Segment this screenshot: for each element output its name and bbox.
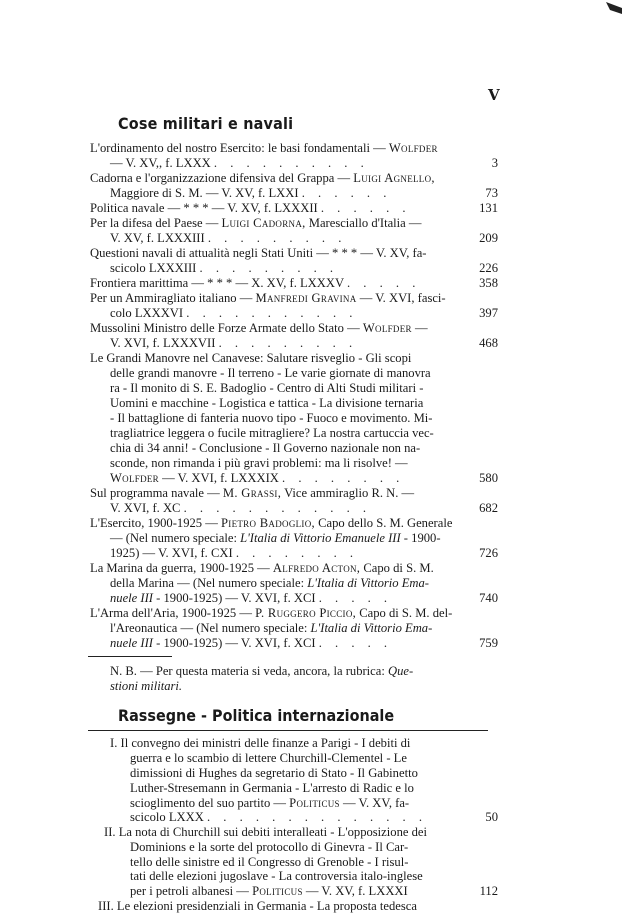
- entry-line: Sul programma navale — M. Grassi, Vice ammiraglio R. N. —: [90, 486, 415, 500]
- entry-line: tello delle sinistre ed il Congresso di Grenoble - I risul-: [130, 854, 409, 869]
- entry-line: L'Esercito, 1900-1925 — Pietro Badoglio, Capo dello S. M. Generale: [90, 516, 453, 530]
- section-title-cose-militari: Cose militari e navali: [118, 114, 294, 133]
- entry-page: 468: [479, 336, 498, 350]
- entry-page: 226: [479, 261, 498, 275]
- divider: [88, 730, 488, 731]
- entry-line: Wolfder — V. XVI, f. LXXXIX . . . . . . . .: [110, 471, 405, 485]
- entry-line: - Il battaglione di fanteria nuovo tipo - Fuoco e movimento. Mi-: [110, 411, 433, 425]
- entry-page: 682: [479, 501, 498, 515]
- entry-page: 740: [479, 591, 498, 605]
- page-corner-mark: [600, 0, 624, 28]
- entry-line: per i petroli albanesi — Politicus — V. XV, f. LXXXI: [130, 884, 408, 899]
- entry-line: Dominions e la sorte del protocollo di Ginevra - Il Car-: [130, 839, 409, 854]
- entry-page: 397: [479, 306, 498, 320]
- note-line: N. B. — Per questa materia si veda, ancora, la rubrica: Que-: [110, 664, 414, 678]
- entry-line: tragliatrice leggera o fucile mitragliere? La nostra cartuccia vec-: [110, 426, 434, 440]
- entry-line: ra - Il monito di S. E. Badoglio - Centro di Alti Studi militari -: [110, 381, 424, 395]
- entry-page: 3: [491, 156, 498, 170]
- entry-line: dimissioni di Hughes da segretario di Stato - Il Gabinetto: [130, 765, 418, 780]
- page-number: V: [488, 86, 500, 104]
- entry-line: Maggiore di S. M. — V. XV, f. LXXI . . . . . .: [110, 186, 392, 200]
- entry-line: Le Grandi Manovre nel Canavese: Salutare risveglio - Gli scopi: [90, 351, 412, 365]
- entry-page: 209: [479, 231, 498, 245]
- entry-line: V. XV, f. LXXXIII . . . . . . . . .: [110, 231, 347, 245]
- entry-line: La Marina da guerra, 1900-1925 — Alfredo Acton, Capo di S. M.: [90, 561, 434, 575]
- entry-line: III. Le elezioni presidenziali in Germania - La proposta tedesca: [98, 898, 417, 913]
- entry-line: tati delle elezioni jugoslave - La controversia italo-inglese: [130, 869, 423, 884]
- entry-line: Per la difesa del Paese — Luigi Cadorna, Maresciallo d'Italia —: [90, 216, 422, 230]
- entry-line: V. XVI, f. LXXXVII . . . . . . . . .: [110, 336, 358, 350]
- entry-line: Per un Ammiragliato italiano — Manfredi Gravina — V. XVI, fasci-: [90, 291, 446, 305]
- entry-page: 112: [479, 884, 498, 899]
- entry-line: chia di 34 anni! - Conclusione - Il Governo nazionale non na-: [110, 441, 421, 455]
- entry-page: 358: [479, 276, 498, 290]
- entry-page: 759: [479, 636, 498, 650]
- entry-page: 50: [485, 810, 498, 825]
- entry-line: V. XVI, f. XC . . . . . . . . . . . .: [110, 501, 372, 515]
- entry-line: Luther-Stresemann in Germania - L'arresto di Radic e lo: [130, 780, 414, 795]
- entry-line: scicolo LXXXIII . . . . . . . . .: [110, 261, 339, 275]
- entry-line: Uomini e macchine - Logistica e tattica - La divisione ternaria: [110, 396, 424, 410]
- entry-line: scicolo LXXX . . . . . . . . . . . . . .: [130, 810, 427, 825]
- entry-line: Politica navale — * * * — V. XV, f. LXXXII . . . . . .: [90, 201, 411, 215]
- entry-page: 580: [479, 471, 498, 485]
- entry-line: Frontiera marittima — * * * — X. XV, f. LXXXV . . . . .: [90, 276, 421, 290]
- entry-page: 73: [485, 186, 498, 200]
- entry-line: II. La nota di Churchill sui debiti interalleati - L'opposizione dei: [104, 825, 427, 840]
- entry-line: 1925) — V. XVI, f. CXI . . . . . . . .: [110, 546, 359, 560]
- entry-line: guerra e lo scambio di lettere Churchill-Clementel - Le: [130, 751, 407, 766]
- entry-line: — (Nel numero speciale: L'Italia di Vittorio Emanuele III - 1900-: [110, 531, 441, 545]
- entry-line: sconde, non rimanda i più gravi problemi: ma li risolve! —: [110, 456, 408, 470]
- entry-line: Questioni navali di attualità negli Stati Uniti — * * * — V. XV, fa-: [90, 246, 427, 260]
- entry-line: l'Areonautica — (Nel numero speciale: L'Italia di Vittorio Ema-: [110, 621, 433, 635]
- entry-line: L'ordinamento del nostro Esercito: le basi fondamentali — Wolfder: [90, 141, 438, 155]
- entry-line: Cadorna e l'organizzazione difensiva del Grappa — Luigi Agnello,: [90, 171, 435, 185]
- entry-page: 726: [479, 546, 498, 560]
- entry-line: Mussolini Ministro delle Forze Armate dello Stato — Wolfder —: [90, 321, 428, 335]
- entry-line: — V. XV,, f. LXXX . . . . . . . . . .: [110, 156, 369, 170]
- divider: [88, 656, 172, 657]
- entry-line: I. Il convegno dei ministri delle finanze a Parigi - I debiti di: [110, 736, 411, 751]
- entry-line: nuele III - 1900-1925) — V. XVI, f. XCI . . . . .: [110, 636, 393, 650]
- entry-page: 131: [479, 201, 498, 215]
- entry-line: colo LXXXVI . . . . . . . . . . .: [110, 306, 358, 320]
- entry-line: nuele III - 1900-1925) — V. XVI, f. XCI . . . . .: [110, 591, 393, 605]
- section-title-rassegne: Rassegne - Politica internazionale: [118, 705, 395, 725]
- entry-line: scioglimento del suo partito — Politicus — V. XV, fa-: [130, 795, 410, 810]
- entry-line: della Marina — (Nel numero speciale: L'Italia di Vittorio Ema-: [110, 576, 429, 590]
- entry-line: L'Arma dell'Aria, 1900-1925 — P. Ruggero Piccio, Capo di S. M. del-: [90, 606, 453, 620]
- note-line: stioni militari.: [110, 679, 183, 693]
- entry-line: delle grandi manovre - Il terreno - Le varie giornate di manovra: [110, 366, 431, 380]
